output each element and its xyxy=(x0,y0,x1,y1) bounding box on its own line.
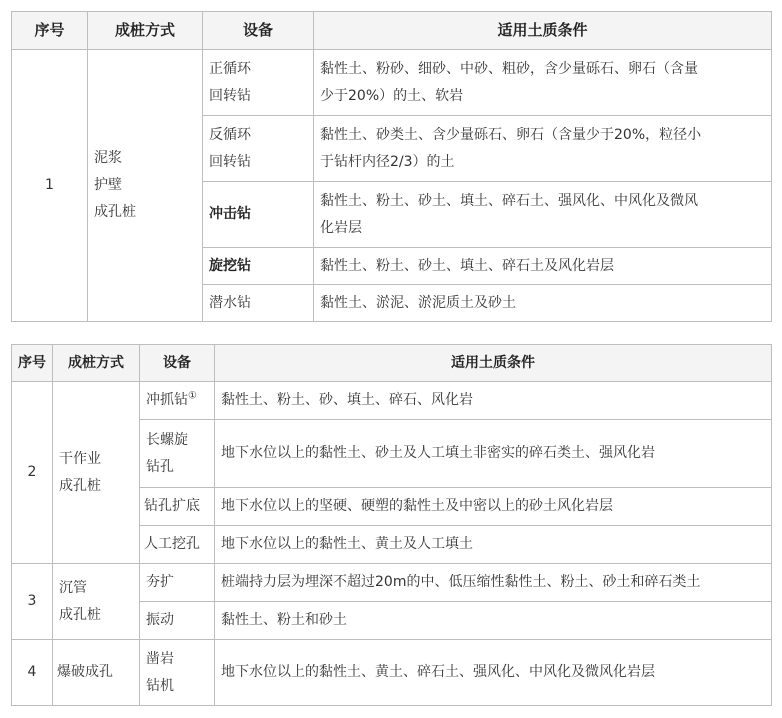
condition-line: 黏性土、粉土、砂土、填土、碎石土、强风化、中风化及微风 xyxy=(320,192,698,209)
equipment-cell: 潜水钻 xyxy=(203,285,314,322)
method-line: 成孔桩 xyxy=(59,477,101,494)
condition-cell xyxy=(314,50,772,116)
condition-cell: 地下水位以上的黏性土、黄土、碎石土、强风化、中风化及微风化岩层 xyxy=(215,640,772,706)
index-cell: 4 xyxy=(12,640,53,706)
header-soil-condition: 适用土质条件 xyxy=(314,12,772,50)
condition-cell: 黏性土、淤泥、淤泥质土及砂土 xyxy=(314,285,772,322)
index-cell: 1 xyxy=(12,50,88,322)
footnote-marker: ① xyxy=(188,390,197,402)
header-equipment: 设备 xyxy=(140,345,215,382)
condition-line: 少于20%）的土、软岩 xyxy=(320,87,464,104)
method-cell: 爆破成孔 xyxy=(53,640,140,706)
equipment-cell: 人工挖孔 xyxy=(140,526,215,564)
index-cell: 2 xyxy=(12,382,53,564)
equipment-cell xyxy=(203,116,314,182)
condition-cell xyxy=(314,116,772,182)
equipment-line: 钻孔 xyxy=(146,458,174,475)
equipment-cell: 钻孔扩底 xyxy=(140,488,215,526)
condition-cell: 地下水位以上的黏性土、砂土及人工填土非密实的碎石类土、强风化岩 xyxy=(215,420,772,488)
table-row xyxy=(12,640,772,706)
header-soil-condition: 适用土质条件 xyxy=(215,345,772,382)
header-index: 序号 xyxy=(12,345,53,382)
header-index: 序号 xyxy=(12,12,88,50)
condition-cell: 黏性土、粉土、砂、填土、碎石、风化岩 xyxy=(215,382,772,420)
soil-table-2 xyxy=(11,344,772,706)
method-cell xyxy=(53,382,140,564)
method-line: 成孔桩 xyxy=(94,204,136,220)
equipment-line: 钻机 xyxy=(146,677,174,694)
condition-cell: 桩端持力层为埋深不超过20m的中、低压缩性黏性土、粉土、砂土和碎石类土 xyxy=(215,564,772,602)
equipment-line: 回转钻 xyxy=(209,153,251,170)
equipment-line: 长螺旋 xyxy=(146,431,188,448)
equipment-line: 冲抓钻 xyxy=(146,392,188,408)
method-line: 成孔桩 xyxy=(59,606,101,623)
method-line: 护壁 xyxy=(94,177,122,193)
equipment-cell: 夯扩 xyxy=(140,564,215,602)
condition-line: 于钻杆内径2/3）的土 xyxy=(320,153,455,170)
method-line: 泥浆 xyxy=(94,150,122,166)
table-row xyxy=(12,564,772,602)
condition-cell: 黏性土、粉土、砂土、填土、碎石土及风化岩层 xyxy=(314,248,772,285)
index-cell: 3 xyxy=(12,564,53,640)
equipment-cell: 冲击钻 xyxy=(203,182,314,248)
equipment-line: 回转钻 xyxy=(209,87,251,104)
header-method: 成桩方式 xyxy=(88,12,203,50)
equipment-line: 正循环 xyxy=(209,60,251,77)
equipment-cell xyxy=(140,382,215,420)
table-row xyxy=(12,382,772,420)
equipment-line: 凿岩 xyxy=(146,650,174,667)
method-line: 沉管 xyxy=(59,579,87,596)
condition-line: 黏性土、砂类土、含少量砾石、卵石（含量少于20%，粒径小 xyxy=(320,126,702,143)
condition-line: 黏性土、粉砂、细砂、中砂、粗砂，含少量砾石、卵石（含量 xyxy=(320,60,698,77)
method-line: 干作业 xyxy=(59,450,101,467)
condition-cell: 地下水位以上的黏性土、黄土及人工填土 xyxy=(215,526,772,564)
table-header-row xyxy=(12,345,772,382)
table-header-row xyxy=(12,12,772,50)
condition-cell xyxy=(314,182,772,248)
soil-table-1 xyxy=(11,11,772,322)
table-row xyxy=(12,50,772,116)
equipment-line: 反循环 xyxy=(209,126,251,143)
equipment-cell: 旋挖钻 xyxy=(203,248,314,285)
equipment-cell xyxy=(203,50,314,116)
equipment-cell: 振动 xyxy=(140,602,215,640)
equipment-cell xyxy=(140,420,215,488)
condition-cell: 黏性土、粉土和砂土 xyxy=(215,602,772,640)
equipment-cell xyxy=(140,640,215,706)
header-method: 成桩方式 xyxy=(53,345,140,382)
condition-line: 化岩层 xyxy=(320,219,362,236)
method-cell xyxy=(88,50,203,322)
condition-cell: 地下水位以上的坚硬、硬塑的黏性土及中密以上的砂土风化岩层 xyxy=(215,488,772,526)
method-cell xyxy=(53,564,140,640)
header-equipment: 设备 xyxy=(203,12,314,50)
